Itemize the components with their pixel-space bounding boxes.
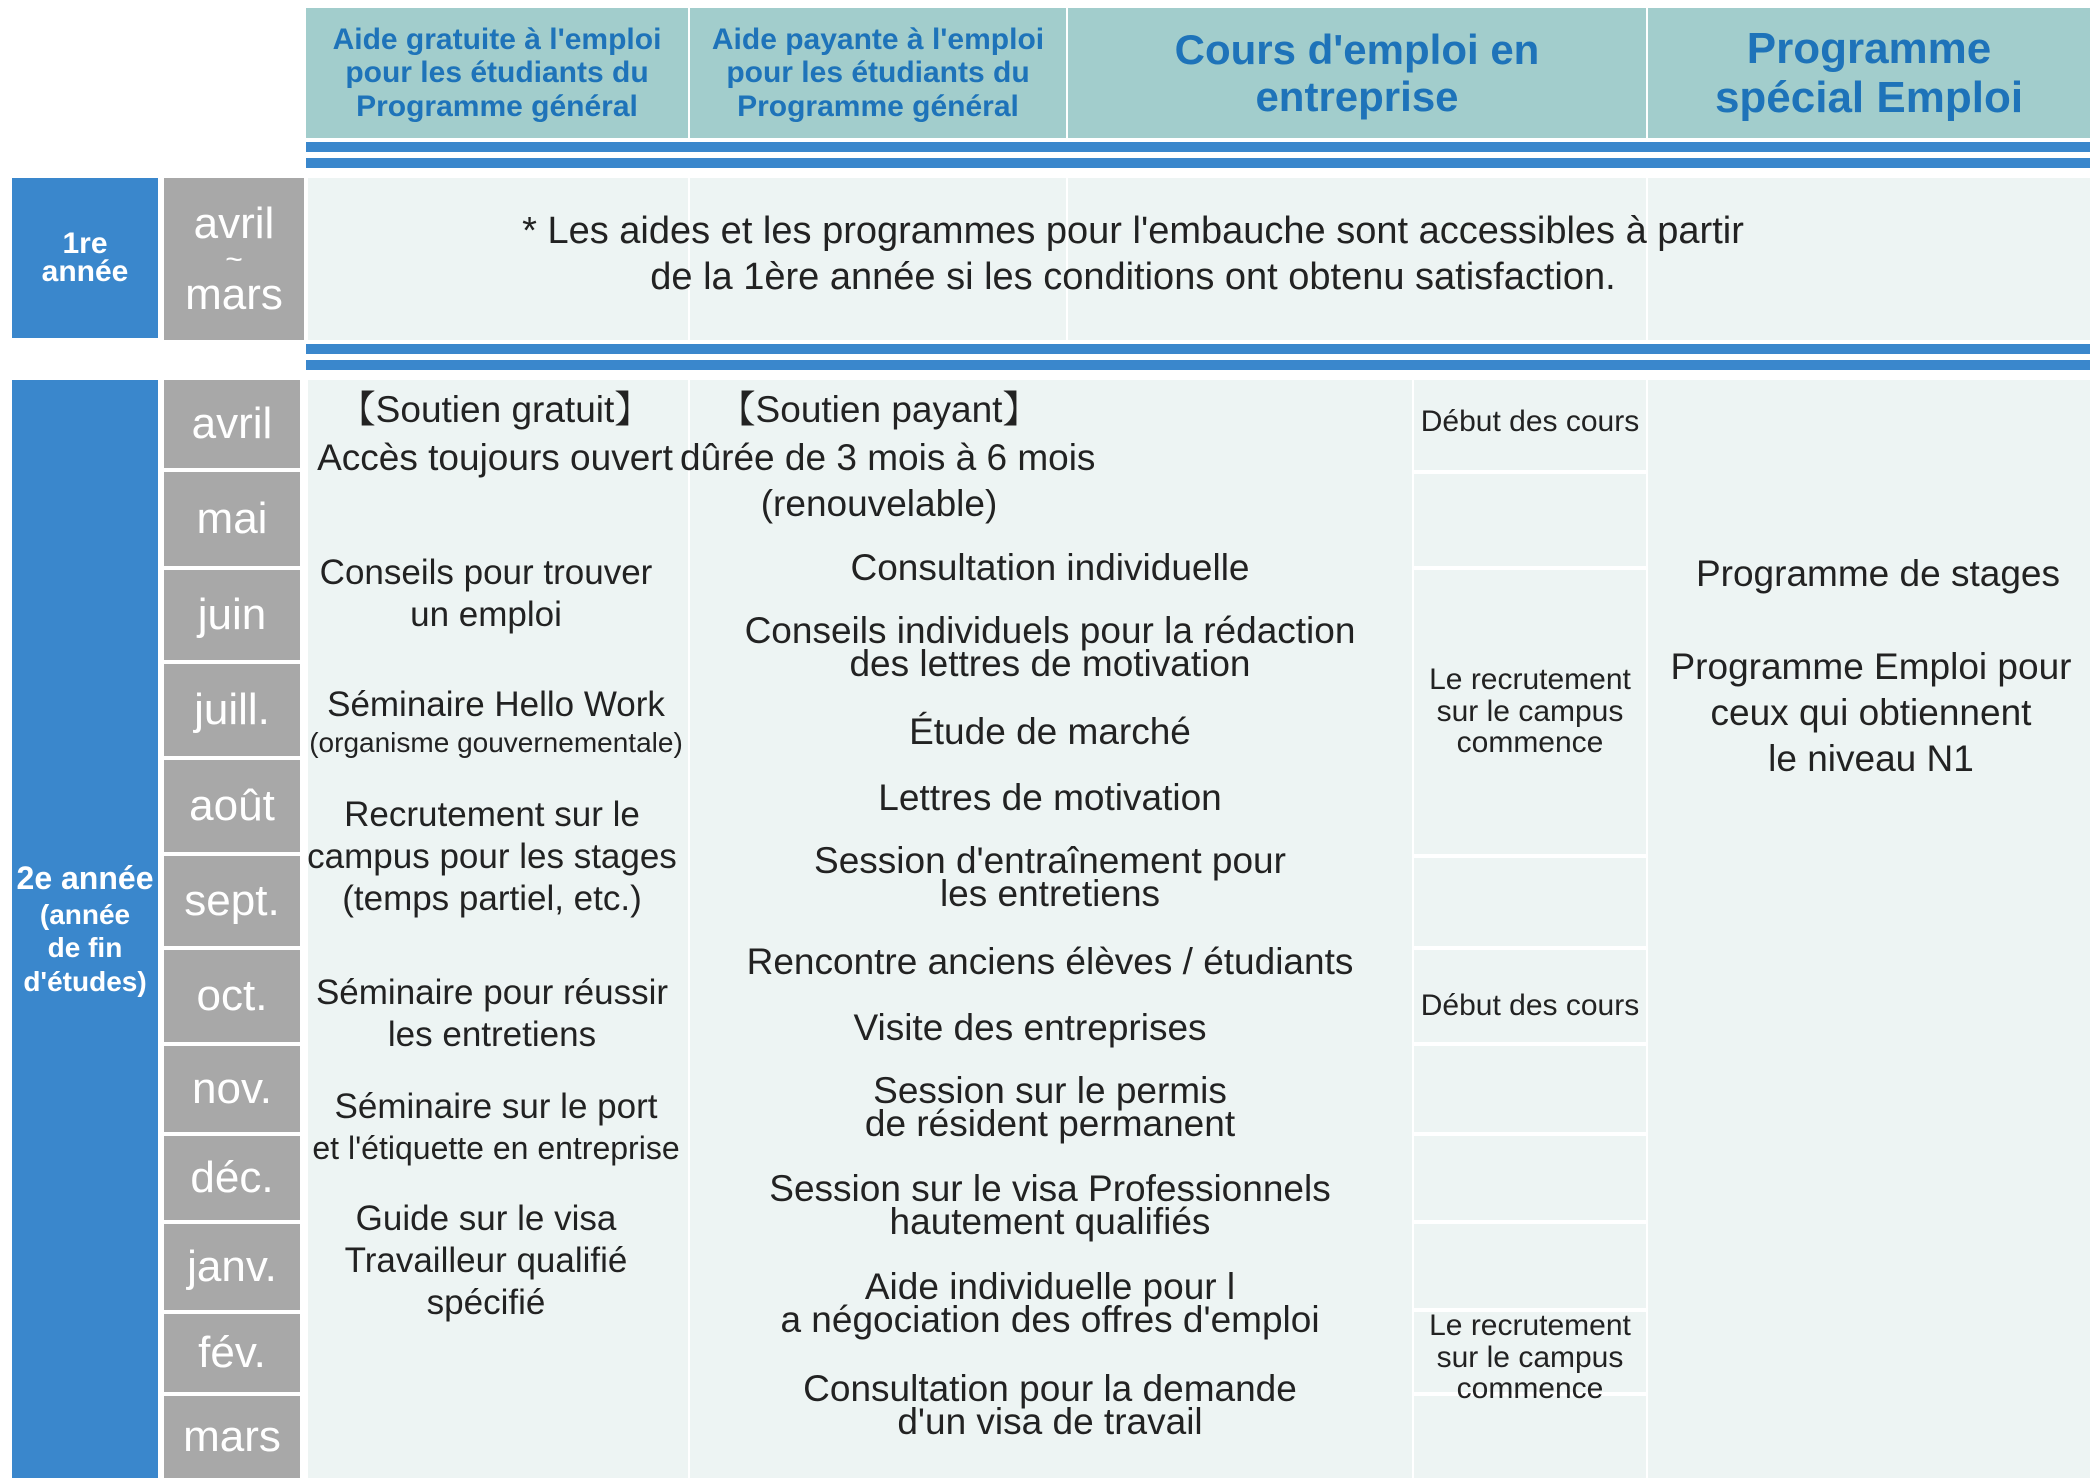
course-start-october: Début des cours [1420, 989, 1640, 1022]
header-paid-support [690, 8, 1066, 138]
header-line: pour les étudiants du [345, 56, 649, 90]
paid-item-alumni-meeting [700, 942, 1400, 982]
item-line: Séminaire pour réussir [315, 973, 669, 1012]
note-line: de la 1ère année si les conditions ont obtenu satisfaction. [650, 256, 1616, 299]
item-line: Conseils pour trouver [319, 553, 653, 592]
month-cell-april: avril [164, 380, 300, 468]
item-line: le niveau N1 [1768, 737, 1974, 779]
header-line: Aide payante à l'emploi [711, 22, 1045, 56]
paid-item-cover-letters [700, 778, 1400, 818]
item-line: Le recrutement [1429, 1309, 1631, 1342]
header-line: pour les étudiants du [726, 56, 1030, 90]
item-line: (temps partiel, etc.) [342, 879, 642, 918]
paid-item-residence-permit [700, 1070, 1400, 1145]
item-line: (organisme gouvernementale) [309, 727, 683, 758]
paid-item-skilled-visa [700, 1168, 1400, 1243]
course-slot-november [1414, 1046, 1646, 1132]
free-item-etiquette-seminar [300, 1086, 692, 1168]
header-line: Programme général [737, 89, 1019, 123]
item-line: Travailleur qualifié [344, 1241, 628, 1280]
year1-note [308, 208, 1958, 301]
tilde: ~ [225, 242, 243, 276]
header-line: Programme général [356, 89, 638, 123]
year-line: d'études) [23, 965, 147, 997]
month-cell-march: mars [164, 1396, 300, 1478]
month-cell-july: juill. [164, 664, 300, 756]
free-item-job-advice [300, 552, 672, 636]
course-recruitment-july [1414, 664, 1646, 759]
month-start: avril [193, 198, 275, 248]
paid-support-duration: dûrée de 3 mois à 6 mois [680, 437, 1096, 478]
year-line: de fin [47, 932, 123, 964]
year-line: 2e année [16, 860, 154, 897]
month-cell-june: juin [164, 570, 300, 660]
course-slot-september [1414, 858, 1646, 946]
header-line: Cours d'emploi en entreprise [1174, 25, 1540, 120]
month-cell-october: oct. [164, 950, 300, 1042]
item-line: sur le campus [1436, 694, 1624, 728]
year1-months [164, 178, 304, 340]
item-line: a négociation des offres d'emploi [780, 1299, 1320, 1341]
item-line: commence [1456, 1372, 1604, 1405]
year-line: année [41, 255, 129, 288]
item-line: Visite des entreprises [853, 1007, 1207, 1048]
item-line: commence [1456, 726, 1604, 759]
note-line: * Les aides et les programmes pour l'embauche sont accessibles à partir [522, 210, 1744, 252]
special-internship: Programme de stages [1695, 553, 2060, 594]
item-line: Étude de marché [909, 711, 1191, 752]
header-free-support [306, 8, 688, 138]
item-line: sur le campus [1436, 1340, 1624, 1374]
paid-item-consultation [700, 548, 1400, 588]
item-line: et l'étiquette en entreprise [312, 1129, 680, 1166]
header-divider-top [306, 142, 2090, 152]
month-cell-january: janv. [164, 1224, 300, 1310]
item-line: un emploi [410, 595, 562, 634]
month-end: mars [185, 269, 283, 319]
item-line: Consultation individuelle [850, 547, 1250, 588]
item-line: des lettres de motivation [849, 643, 1251, 685]
item-line: Session sur le visa Professionnels [769, 1168, 1331, 1209]
paid-item-market-study [700, 712, 1400, 752]
item-line: d'un visa de travail [897, 1401, 1203, 1443]
item-line: Rencontre anciens élèves / étudiants [746, 941, 1354, 982]
item-line: spécifié [426, 1283, 546, 1322]
paid-item-interview-training [700, 840, 1400, 915]
item-line: Aide individuelle pour l [864, 1266, 1236, 1307]
course-slot-december [1414, 1136, 1646, 1220]
month-cell-november: nov. [164, 1046, 300, 1132]
free-item-interview-seminar [300, 972, 684, 1056]
header-line: Aide gratuite à l'emploi [332, 22, 662, 56]
month-cell-may: mai [164, 472, 300, 566]
special-program-column [1648, 380, 2090, 1478]
year-line: 1re [62, 226, 108, 260]
paid-support-title: 【Soutien payant】 [718, 389, 1040, 430]
month-cell-december: déc. [164, 1136, 300, 1220]
item-line: les entretiens [939, 873, 1161, 915]
special-n1-program [1648, 644, 2094, 782]
item-line: ceux qui obtiennent [1710, 691, 2032, 733]
item-line: Programme Emploi pour [1670, 646, 2072, 687]
free-item-campus-recruitment [300, 794, 684, 920]
item-line: Consultation pour la demande [803, 1368, 1297, 1409]
item-line: Conseils individuels pour la rédaction [744, 610, 1356, 651]
course-start-april: Début des cours [1420, 405, 1640, 438]
year2-label [12, 380, 158, 1478]
item-line: campus pour les stages [307, 837, 677, 876]
paid-item-offer-negotiation [700, 1266, 1400, 1341]
paid-item-company-visit [680, 1008, 1380, 1048]
paid-item-letter-advice [700, 610, 1400, 685]
item-line: Le recrutement [1429, 663, 1631, 696]
month-cell-august: août [164, 760, 300, 852]
free-item-visa-guide [300, 1198, 672, 1324]
year1-label [12, 178, 158, 338]
paid-item-work-visa [700, 1368, 1400, 1443]
course-slot-january [1414, 1224, 1646, 1308]
header-company-course [1068, 8, 1646, 138]
header-line: Programme [1746, 23, 1992, 73]
item-line: Guide sur le visa [355, 1199, 617, 1238]
free-support-title: 【Soutien gratuit】 [338, 389, 652, 430]
header-divider-bottom [306, 158, 2090, 168]
item-line: Séminaire Hello Work [327, 685, 665, 724]
item-line: Session sur le permis [873, 1070, 1227, 1111]
paid-support-renewable: (renouvelable) [760, 483, 998, 524]
item-line: hautement qualifiés [889, 1201, 1211, 1243]
item-line: Lettres de motivation [878, 777, 1222, 818]
month-cell-february: fév. [164, 1314, 300, 1392]
course-slot-march [1414, 1396, 1646, 1478]
year-divider-top [306, 344, 2090, 354]
free-item-hello-work [300, 684, 692, 760]
item-line: Recrutement sur le [344, 795, 640, 834]
course-slot-may [1414, 474, 1646, 566]
item-line: les entretiens [387, 1015, 597, 1054]
year-line: (année [39, 898, 131, 930]
course-recruitment-february [1414, 1310, 1646, 1405]
item-line: de résident permanent [864, 1103, 1236, 1145]
item-line: Session d'entraînement pour [814, 840, 1286, 881]
header-line: spécial Emploi [1714, 73, 2024, 122]
free-support-access: Accès toujours ouvert [317, 437, 673, 478]
year-divider-bottom [306, 360, 2090, 370]
header-special-program [1648, 8, 2090, 138]
item-line: Séminaire sur le port [334, 1087, 658, 1126]
month-cell-september: sept. [164, 856, 300, 946]
